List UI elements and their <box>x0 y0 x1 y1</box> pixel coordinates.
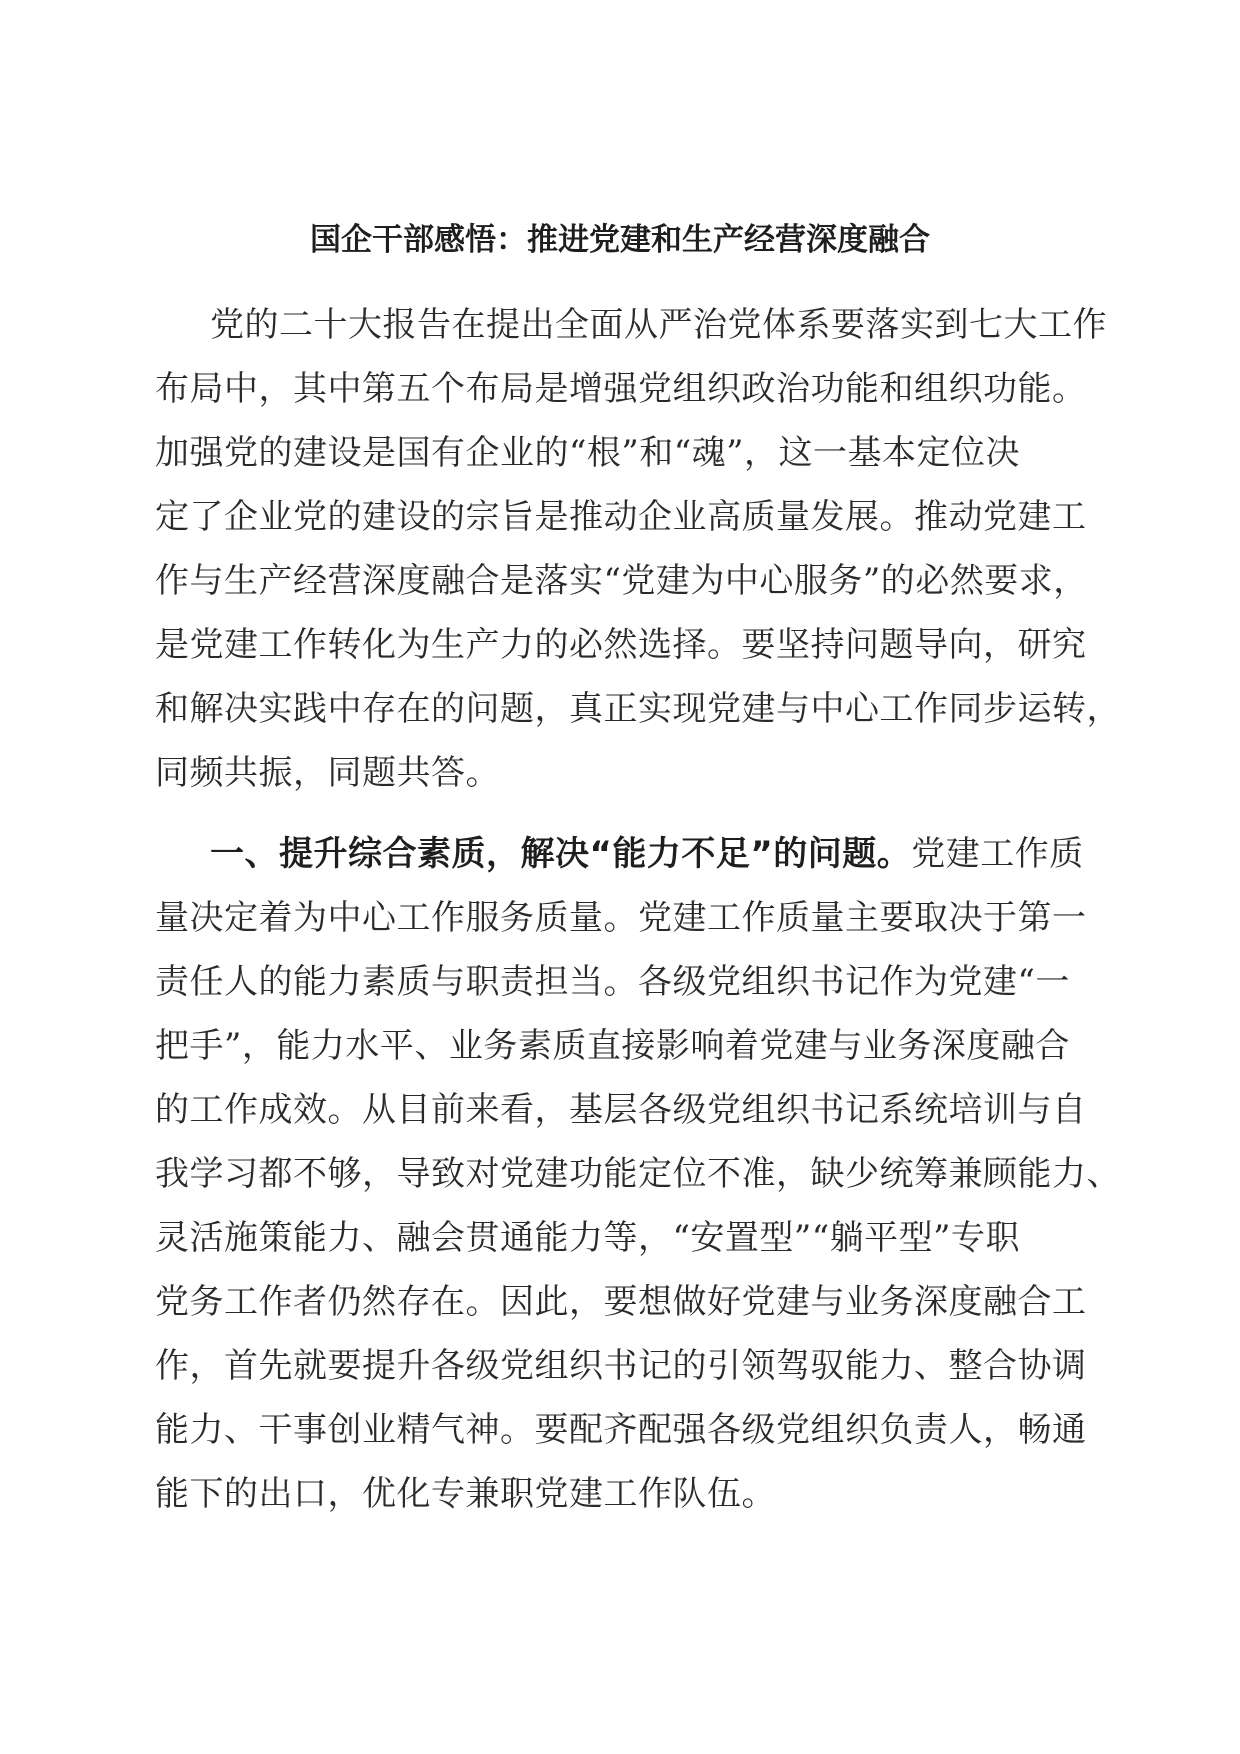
paragraph-line: 能下的出口，优化专兼职党建工作队伍。 <box>155 1474 776 1514</box>
document-title: 国企干部感悟：推进党建和生产经营深度融合 <box>310 222 930 258</box>
paragraph-line: 党的二十大报告在提出全面从严治党体系要落实到七大工作 <box>210 305 1107 345</box>
paragraph-line: 量决定着为中心工作服务质量。党建工作质量主要取决于第一 <box>155 898 1087 938</box>
section-1-first-line <box>155 822 1093 886</box>
paragraph-line: 能力、干事创业精气神。要配齐配强各级党组织负责人，畅通 <box>155 1410 1087 1450</box>
paragraph-line: 作与生产经营深度融合是落实“党建为中心服务”的必然要求， <box>155 561 1088 601</box>
paragraph-line: 加强党的建设是国有企业的“根”和“魂”，这一基本定位决 <box>155 433 1021 473</box>
paragraph-line: 的工作成效。从目前来看，基层各级党组织书记系统培训与自 <box>155 1090 1087 1130</box>
paragraph-line: 我学习都不够，导致对党建功能定位不准，缺少统筹兼顾能力、 <box>155 1154 1121 1194</box>
paragraph-line: 同频共振，同题共答。 <box>155 753 500 793</box>
section-1-heading: 一、提升综合素质，解决“能力不足”的问题。 <box>210 834 912 874</box>
paragraph-line: 党务工作者仍然存在。因此，要想做好党建与业务深度融合工 <box>155 1282 1087 1322</box>
paragraph-line: 责任人的能力素质与职责担当。各级党组织书记作为党建“一 <box>155 962 1070 1002</box>
paragraph-line: 定了企业党的建设的宗旨是推动企业高质量发展。推动党建工 <box>155 497 1087 537</box>
paragraph-line: 和解决实践中存在的问题，真正实现党建与中心工作同步运转， <box>155 689 1121 729</box>
paragraph-line: 是党建工作转化为生产力的必然选择。要坚持问题导向，研究 <box>155 625 1087 665</box>
paragraph-line: 把手”，能力水平、业务素质直接影响着党建与业务深度融合 <box>155 1026 1070 1066</box>
paragraph-line: 灵活施策能力、融会贯通能力等，“安置型”“躺平型”专职 <box>155 1218 1021 1258</box>
section-1-paragraph <box>155 822 1121 1526</box>
paragraph-line: 布局中，其中第五个布局是增强党组织政治功能和组织功能。 <box>155 369 1087 409</box>
intro-paragraph <box>155 293 1121 805</box>
section-1-first-line-rest: 党建工作质 <box>911 834 1084 874</box>
paragraph-line: 作，首先就要提升各级党组织书记的引领驾驭能力、整合协调 <box>155 1346 1087 1386</box>
